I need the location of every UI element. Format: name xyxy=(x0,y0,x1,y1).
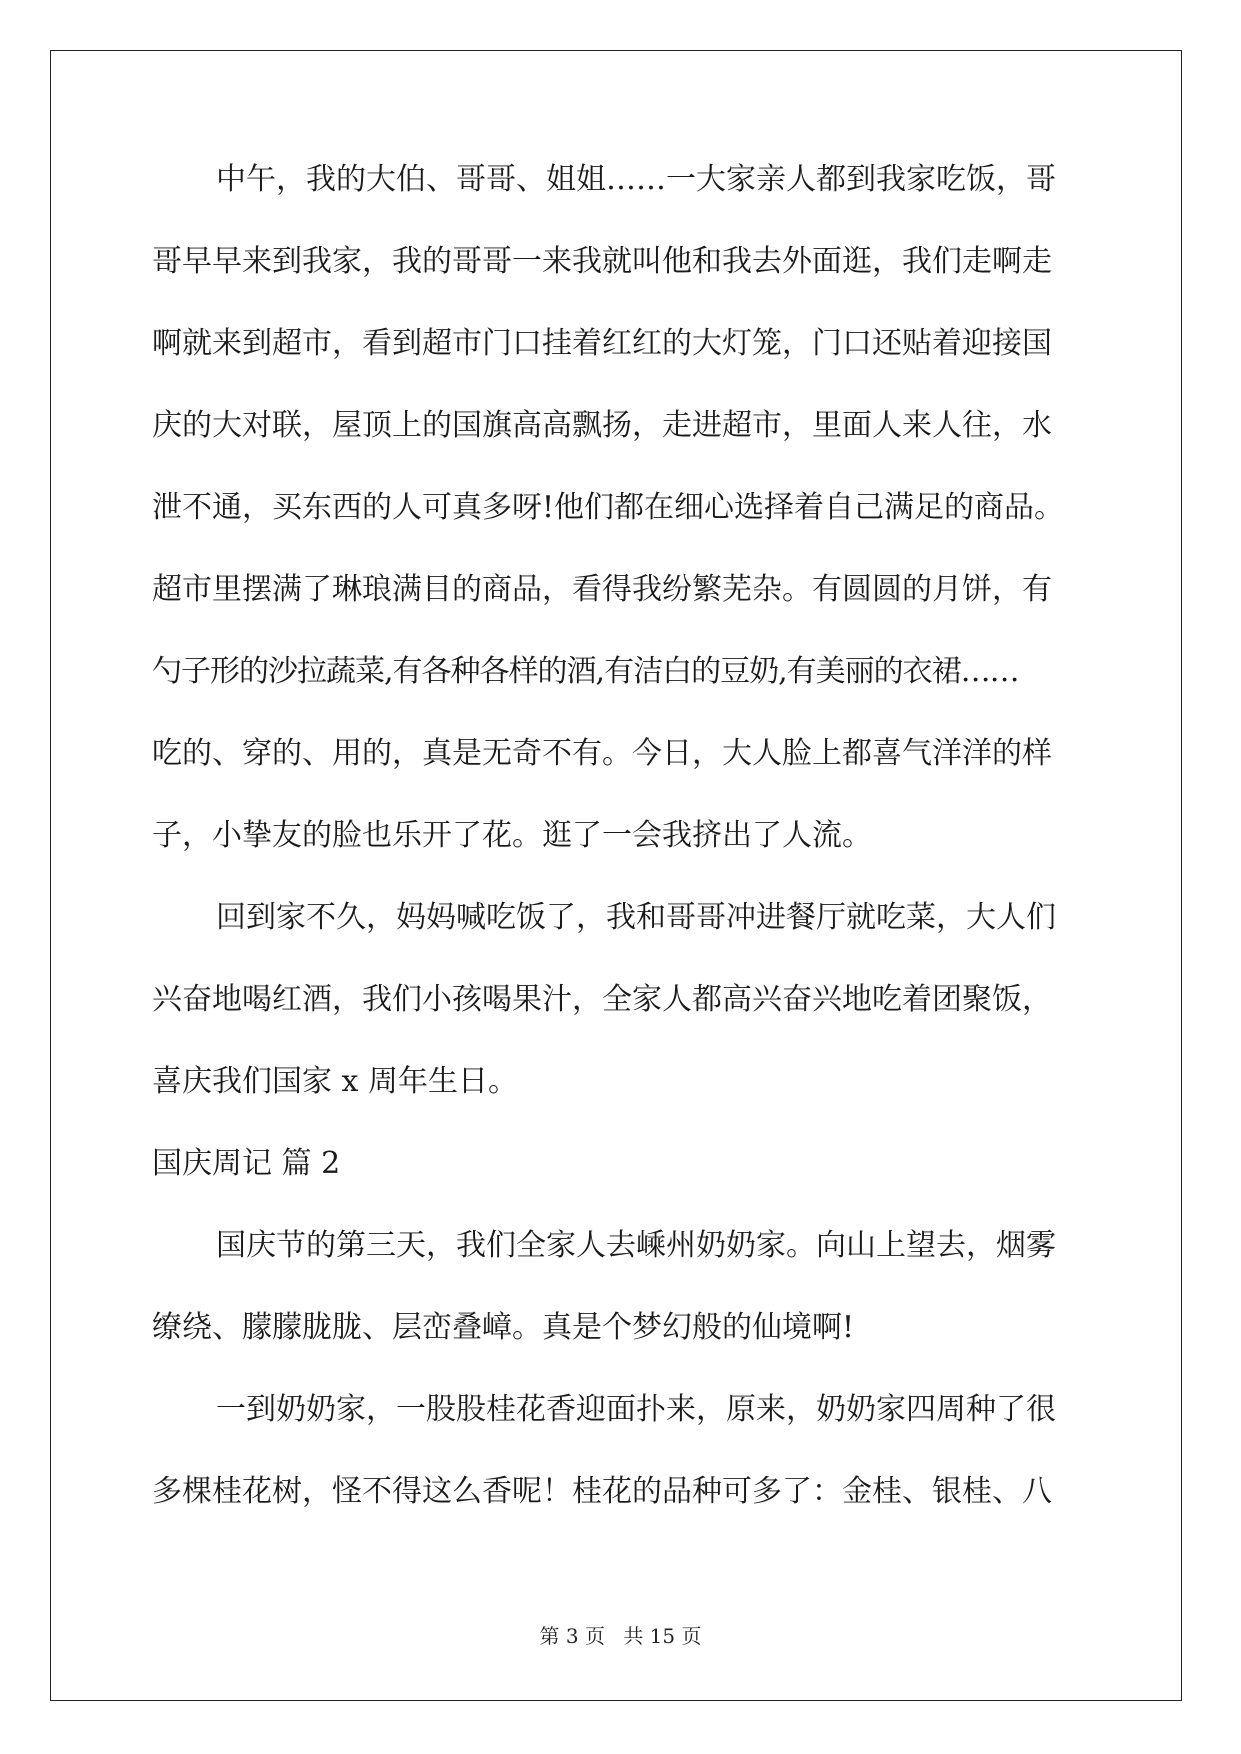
text-line: 国庆节的第三天，我们全家人去嵊州奶奶家。向山上望去，烟雾 xyxy=(216,1228,1056,1263)
text-line: 啊就来到超市，看到超市门口挂着红红的大灯笼，门口还贴着迎接国 xyxy=(152,326,1052,361)
text-line: 回到家不久，妈妈喊吃饭了，我和哥哥冲进餐厅就吃菜，大人们 xyxy=(216,900,1056,935)
text-line: 子，小挚友的脸也乐开了花。逛了一会我挤出了人流。 xyxy=(152,818,872,853)
page-footer xyxy=(0,1620,1241,1649)
paragraph-4 xyxy=(152,1390,1087,1554)
text-line: 多棵桂花树，怪不得这么香呢！桂花的品种可多了：金桂、银桂、八 xyxy=(152,1474,1052,1509)
text-line: 庆的大对联，屋顶上的国旗高高飘扬，走进超市，里面人来人往，水 xyxy=(152,408,1052,443)
paragraph-2 xyxy=(152,898,1087,1144)
document-body xyxy=(152,160,1087,1554)
text-line: 缭绕、朦朦胧胧、层峦叠嶂。真是个梦幻般的仙境啊! xyxy=(152,1310,855,1345)
text-line: 泄不通，买东西的人可真多呀!他们都在细心选择着自己满足的商品。 xyxy=(152,490,1065,525)
text-line: 兴奋地喝红酒，我们小孩喝果汁，全家人都高兴奋兴地吃着团聚饭， xyxy=(152,982,1052,1017)
text-line: 中午，我的大伯、哥哥、姐姐……一大家亲人都到我家吃饭，哥 xyxy=(216,162,1056,197)
paragraph-3 xyxy=(152,1226,1087,1390)
text-line: 一到奶奶家，一股股桂花香迎面扑来，原来，奶奶家四周种了很 xyxy=(216,1392,1056,1427)
paragraph-1 xyxy=(152,160,1087,898)
text-line: 哥早早来到我家，我的哥哥一来我就叫他和我去外面逛，我们走啊走 xyxy=(152,244,1052,279)
page-number: 第 3 页 xyxy=(539,1624,605,1648)
text-line: 吃的、穿的、用的，真是无奇不有。今日，大人脸上都喜气洋洋的样 xyxy=(152,736,1052,771)
text-line: 喜庆我们国家 x 周年生日。 xyxy=(152,1064,518,1099)
text-line: 勺子形的沙拉蔬菜,有各种各样的酒,有洁白的豆奶,有美丽的衣裙…… xyxy=(152,654,1019,689)
section-heading: 国庆周记 篇 2 xyxy=(152,1146,341,1181)
page-total: 共 15 页 xyxy=(623,1624,702,1648)
text-line: 超市里摆满了琳琅满目的商品，看得我纷繁芜杂。有圆圆的月饼，有 xyxy=(152,572,1052,607)
